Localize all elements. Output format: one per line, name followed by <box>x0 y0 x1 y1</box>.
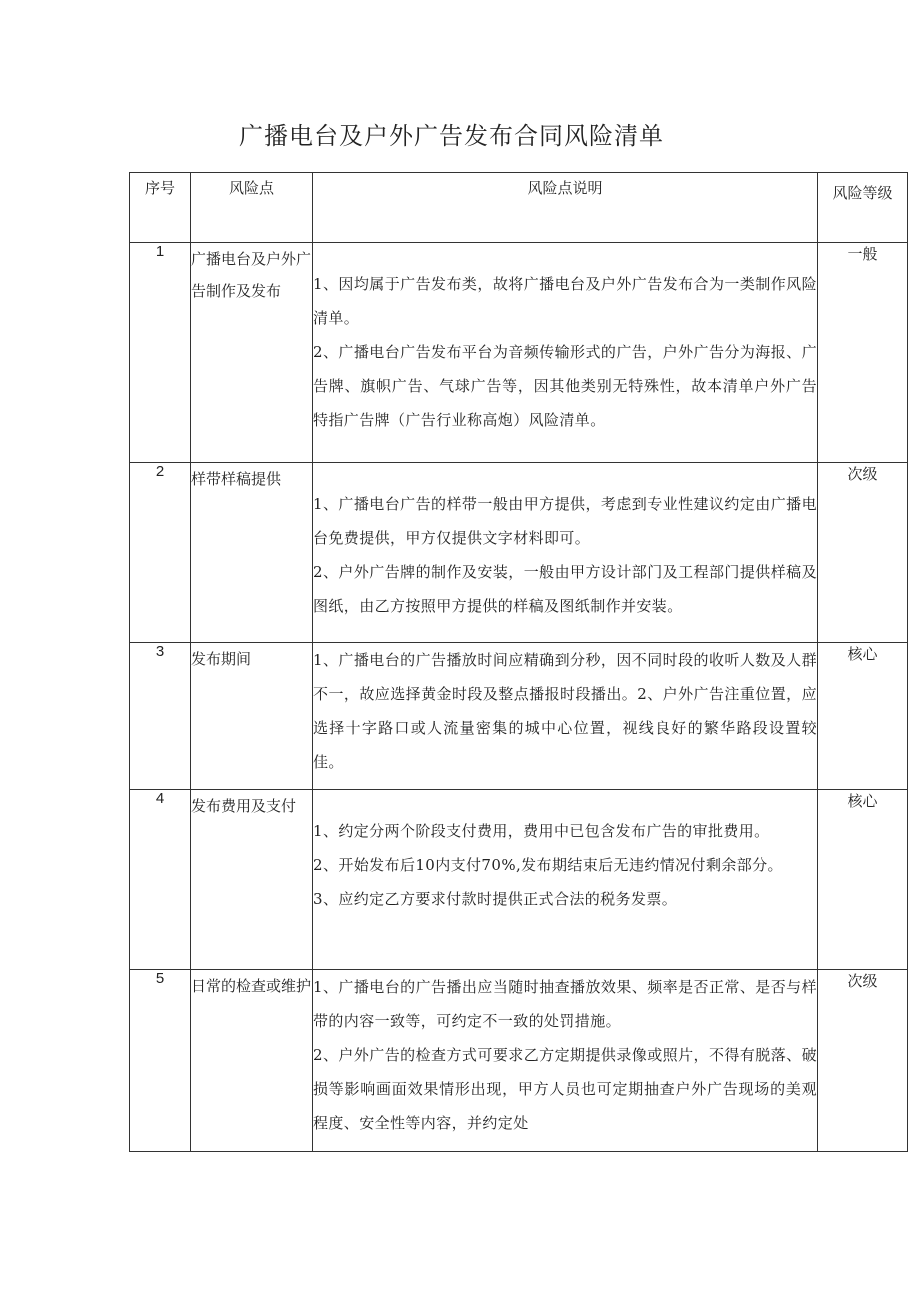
row-no: 1 <box>130 243 191 463</box>
desc-paragraph: 1、广播电台的广告播出应当随时抽查播放效果、频率是否正常、是否与样带的内容一致等，可约定不一致的处罚措施。 <box>313 978 817 1030</box>
row-risk-level: 次级 <box>818 463 908 643</box>
row-risk-level: 次级 <box>818 970 908 1152</box>
header-risk-point: 风险点 <box>191 173 313 243</box>
desc-paragraph: 1、广播电台的广告播放时间应精确到分秒，因不同时段的收听人数及人群不一，故应选择黄金时段及整点播报时段播出。2、户外广告注重位置，应选择十字路口或人流量密集的城中心位置，视线良好的繁华路段设置较佳。 <box>313 651 817 771</box>
row-no: 5 <box>130 970 191 1152</box>
row-risk-desc <box>313 790 818 970</box>
desc-paragraph: 2、开始发布后10内支付70%,发布期结束后无违约情况付剩余部分。 <box>313 856 783 874</box>
table-row <box>130 643 908 790</box>
row-no: 3 <box>130 643 191 790</box>
row-risk-point: 日常的检查或维护 <box>191 970 313 1152</box>
table-header-row <box>130 173 908 243</box>
risk-table <box>129 172 908 1152</box>
desc-paragraph: 2、广播电台广告发布平台为音频传输形式的广告，户外广告分为海报、广告牌、旗帜广告、气球广告等，因其他类别无特殊性，故本清单户外广告特指广告牌（广告行业称高炮）风险清单。 <box>313 343 817 429</box>
row-no: 2 <box>130 463 191 643</box>
header-risk-level: 风险等级 <box>818 173 908 243</box>
header-no: 序号 <box>130 173 191 243</box>
row-risk-desc <box>313 243 818 463</box>
table-row <box>130 243 908 463</box>
desc-paragraph: 1、因均属于广告发布类，故将广播电台及户外广告发布合为一类制作风险清单。 <box>313 275 817 327</box>
row-risk-point: 广播电台及户外广告制作及发布 <box>191 243 313 463</box>
desc-paragraph: 3、应约定乙方要求付款时提供正式合法的税务发票。 <box>313 890 678 908</box>
row-risk-point: 样带样稿提供 <box>191 463 313 643</box>
desc-paragraph: 2、户外广告牌的制作及安装，一般由甲方设计部门及工程部门提供样稿及图纸，由乙方按照甲方提供的样稿及图纸制作并安装。 <box>313 563 817 615</box>
desc-paragraph: 1、广播电台广告的样带一般由甲方提供，考虑到专业性建议约定由广播电台免费提供，甲方仅提供文字材料即可。 <box>313 495 817 547</box>
header-risk-desc: 风险点说明 <box>313 173 818 243</box>
row-risk-desc <box>313 463 818 643</box>
desc-paragraph: 2、户外广告的检查方式可要求乙方定期提供录像或照片，不得有脱落、破损等影响画面效果情形出现，甲方人员也可定期抽查户外广告现场的美观程度、安全性等内容，并约定处 <box>313 1046 817 1132</box>
row-risk-desc <box>313 643 818 790</box>
row-risk-level: 核心 <box>818 790 908 970</box>
row-risk-level: 核心 <box>818 643 908 790</box>
row-risk-point: 发布期间 <box>191 643 313 790</box>
table-row <box>130 463 908 643</box>
desc-paragraph: 1、约定分两个阶段支付费用，费用中已包含发布广告的审批费用。 <box>313 822 770 840</box>
row-risk-level: 一般 <box>818 243 908 463</box>
table-row <box>130 970 908 1152</box>
page-title: 广播电台及户外广告发布合同风险清单 <box>239 122 664 150</box>
row-risk-desc <box>313 970 818 1152</box>
row-no: 4 <box>130 790 191 970</box>
table-row <box>130 790 908 970</box>
row-risk-point: 发布费用及支付 <box>191 790 313 970</box>
